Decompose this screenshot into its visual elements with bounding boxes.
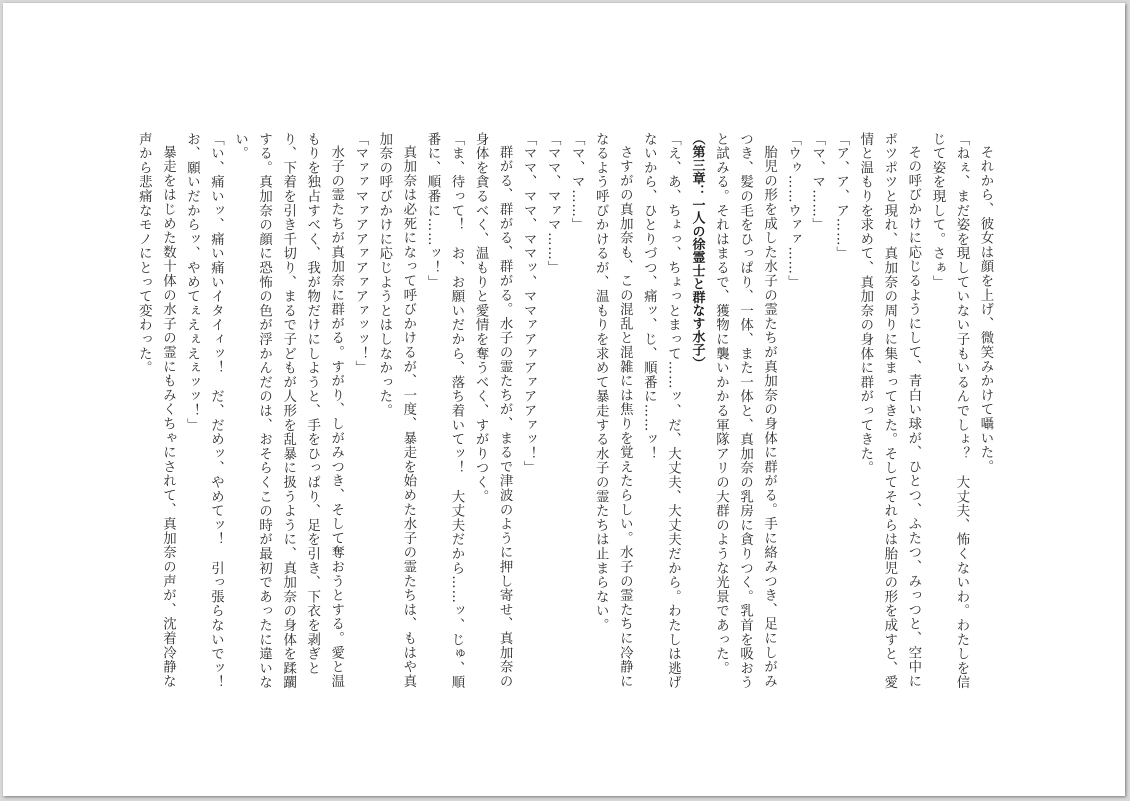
- paragraph-dialogue: 「ま、待って！ お、お願いだから、落ち着いてッ！ 大丈夫だから……ッ、じゅ、順番に、順番に……ッ！」: [424, 132, 464, 690]
- paragraph-narration: 真加奈は必死になって呼びかけるが、一度、暴走を始めた水子の霊たちは、もはや真加奈の呼びかけに応じようとはしなかった。: [376, 132, 416, 689]
- paragraph-narration: それから、彼女は顔を上げ、微笑みかけて囁いた。: [978, 145, 993, 475]
- paragraph-dialogue: 「ア、ア、ア……」: [833, 132, 849, 261]
- vertical-text-body: [127, 132, 997, 705]
- document-page: [3, 3, 1125, 796]
- paragraph-narration: さすがの真加奈も、この混乱と混雑には焦りを覚えたらしい。水子の霊たちに冷静になるよう呼びかけるが、温もりを求めて暴走する水子の霊たちは止まらない。: [593, 132, 633, 689]
- chapter-heading: （第三章：一人の徐霊士と群なす水子）: [689, 132, 705, 370]
- paragraph-narration: その呼びかけに応じるようにして、青白い球が、ひとつ、ふたつ、みっつと、空中にポツポツと現れ、真加奈の周りに集まってきた。そしてそれらは胎児の形を成すと、愛情と温もりを求めて、真加奈の身体に群がってきた。: [857, 132, 921, 690]
- paragraph-narration: 暴走をはじめた数十体の水子の霊にもみくちゃにされて、真加奈の声が、沈着冷静な声から悲痛なモノにとって変わった。: [136, 132, 176, 689]
- paragraph-narration: 水子の霊たちが真加奈に群がる。すがり、しがみつき、そして奪おうとする。愛と温もりを独占すべく、我が物だけにしようと、手をひっぱり、足を引き、下衣を剥ぎとり、下着を引き千切り、まるで子どもが人形を乱暴に扱うように、真加奈の身体を蹂躙する。真加奈の顔に恐怖の色が浮かんだのは、おそらくこの時が最初であったに違いない。: [232, 132, 344, 690]
- paragraph-dialogue: 「い、痛いッ、痛い痛いイタイィッ！ だ、だめッ、やめてッ！ 引っ張らないでッ！ お、願いだからッ、やめてぇえぇえぇッッ！」: [184, 132, 224, 705]
- paragraph-dialogue: 「マ、マ……」: [569, 132, 585, 233]
- paragraph-dialogue: 「マァァマァアアァアァアァッッ！」: [352, 132, 368, 376]
- paragraph-dialogue: 「ママ、マァマ……」: [545, 132, 561, 275]
- paragraph-dialogue: 「マ、マ……」: [809, 132, 825, 233]
- paragraph-narration: 胎児の形を成した水子の霊たちが真加奈の身体に群がる。手に絡みつき、足にしがみつき、髪の毛をひっぱり、一体、また一体と、真加奈の乳房に貪りつく。乳首を吸おうと試みる。それはまるで、獲物に襲いかかる軍隊アリの大群のような光景であった。: [713, 132, 777, 690]
- paragraph-dialogue: 「ねぇ、まだ姿を現していない子もいるんでしょ？ 大丈夫、怖くないわ。わたしを信じて姿を現して。さぁ」: [929, 132, 969, 690]
- paragraph-narration: 群がる、群がる、群がる。水子の霊たちが、まるで津波のように押し寄せ、真加奈の身体を貪るべく、温もりと愛情を奪うべく、すがりつく。: [473, 132, 513, 689]
- paragraph-dialogue: 「え、あ、ちょっ、ちょっとまって……ッ、だ、大丈夫、大丈夫だから。わたしは逃げないから、ひとりづつ、痛ッ、じ、順番に……ッ！: [641, 132, 681, 690]
- paragraph-dialogue: 「ウゥ……ウァァ……」: [785, 132, 801, 290]
- paragraph-dialogue: 「ママ、ママ、ママッ、ママァアァアァアアァッ！」: [521, 132, 537, 476]
